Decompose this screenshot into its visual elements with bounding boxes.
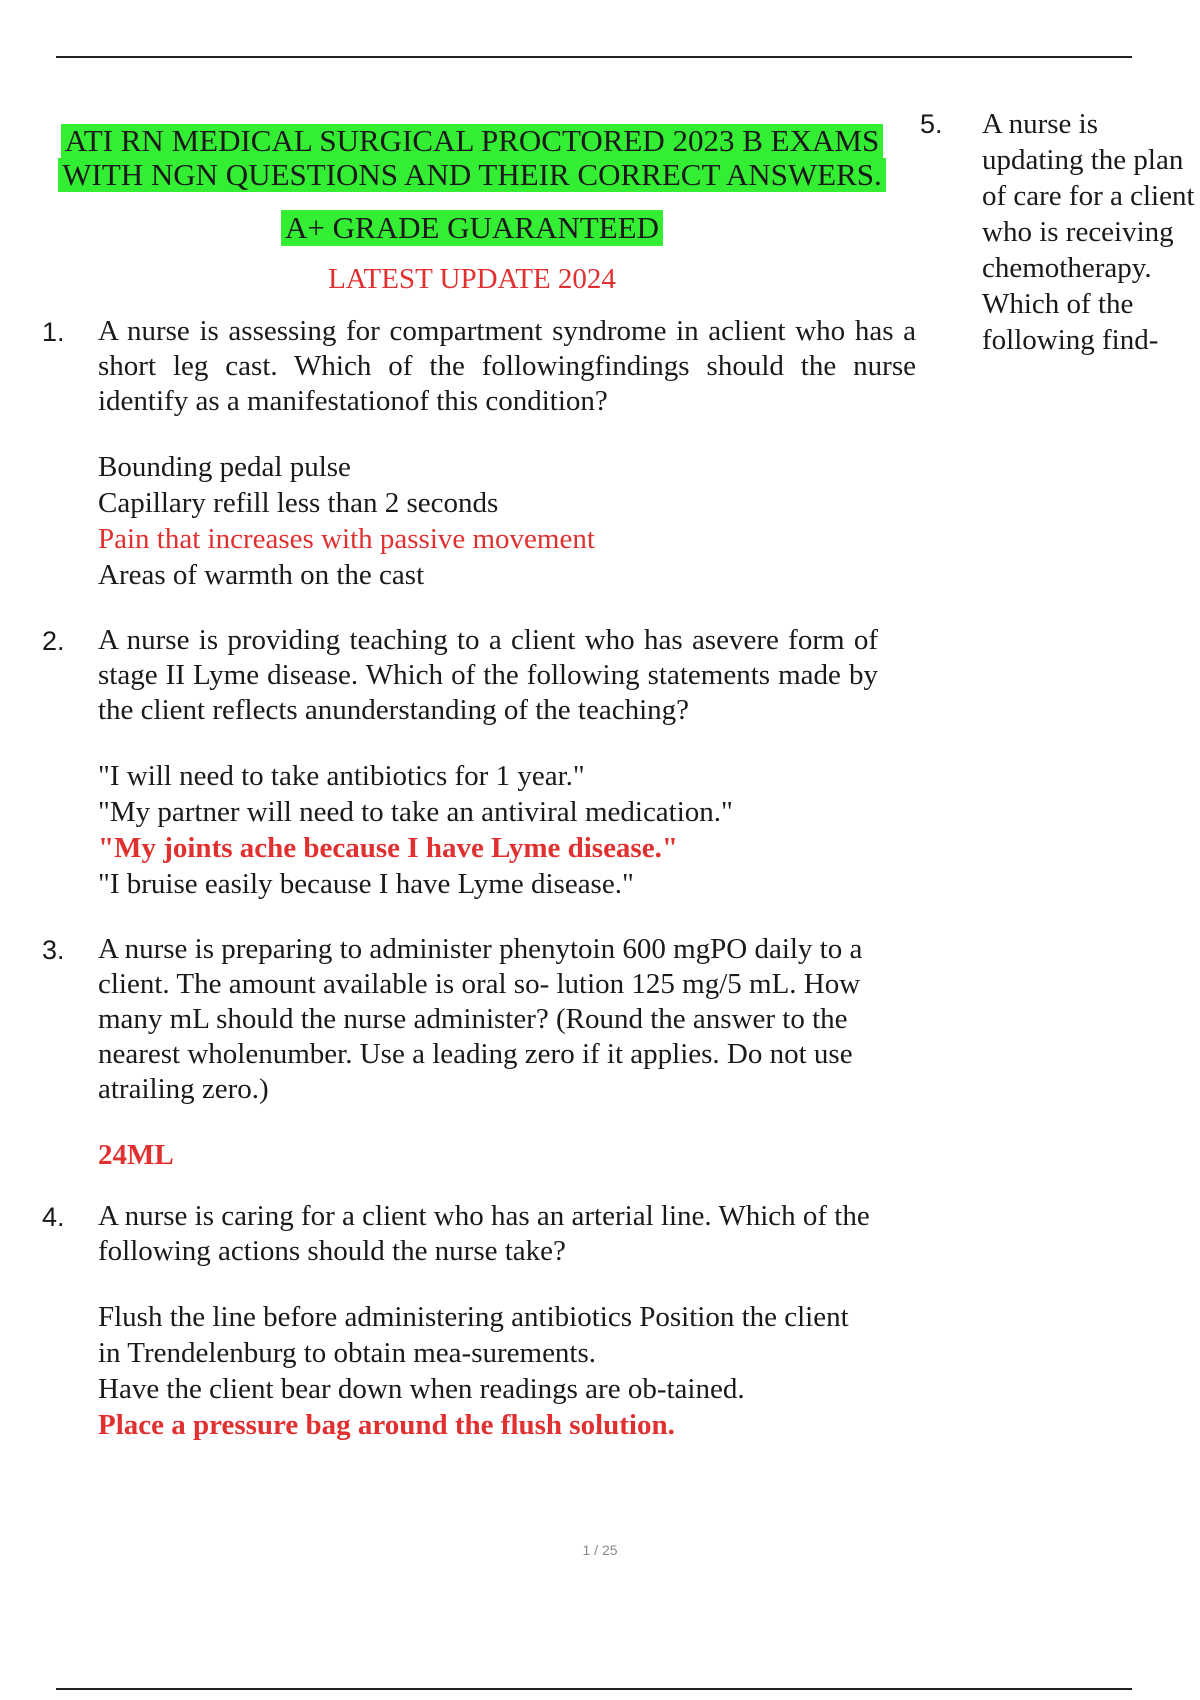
question-number: 4. — [42, 1202, 65, 1232]
question-number: 1. — [42, 317, 65, 347]
title-line-2: WITH NGN QUESTIONS AND THEIR CORRECT ANSWERS. — [58, 158, 886, 192]
question-text: A nurse is providing teaching to a client who has asevere form of stage II Lyme disease. Which of the following statements made by the client reflects anunderstanding of the teaching? — [98, 624, 878, 726]
question-2 — [36, 623, 916, 902]
option: Capillary refill less than 2 seconds — [98, 487, 499, 519]
option: "My partner will need to take an antiviral medication." — [98, 796, 733, 828]
answer-options — [98, 1299, 916, 1443]
option: Areas of warmth on the cast — [98, 559, 425, 591]
question-text: A nurse is assessing for compartment syndrome in aclient who has a short leg cast. Which of the followingfindings should the nurse identify as a manifestationof this condition? — [98, 315, 916, 417]
correct-option: "My joints ache because I have Lyme disease." — [98, 832, 678, 864]
grade-banner: A+ GRADE GUARANTEED — [281, 210, 663, 246]
question-3 — [36, 932, 916, 1173]
correct-option: Pain that increases with passive movement — [98, 523, 595, 555]
option: Bounding pedal pulse — [98, 451, 351, 483]
answer-options — [98, 449, 916, 593]
top-rule — [56, 56, 1132, 58]
bottom-rule — [56, 1688, 1132, 1690]
question-4 — [36, 1199, 916, 1443]
question-text: A nurse is preparing to administer phenytoin 600 mgPO daily to a client. The amount available is oral so- lution 125 mg/5 mL. How many mL should the nurse administer? (Round the answer to the nearest wholenumber. Use a leading zero if it applies. Do not use atrailing zero.) — [98, 933, 863, 1105]
page-number: 1 / 25 — [582, 1542, 618, 1558]
option: "I bruise easily because I have Lyme disease." — [98, 868, 634, 900]
right-column — [920, 106, 1200, 358]
title-line-1: ATI RN MEDICAL SURGICAL PROCTORED 2023 B EXAMS — [61, 124, 883, 158]
question-number: 3. — [42, 935, 65, 965]
question-text: A nurse is caring for a client who has an arterial line. Which of the following actions should the nurse take? — [98, 1200, 870, 1267]
option: "I will need to take antibiotics for 1 year." — [98, 760, 585, 792]
left-column — [36, 124, 916, 1443]
option: Have the client bear down when readings are ob-tained. — [98, 1373, 745, 1405]
option: Flush the line before administering antibiotics Position the client in Trendelenburg to obtain mea-surements. — [98, 1301, 849, 1369]
answer-options — [98, 758, 916, 902]
correct-option: Place a pressure bag around the flush solution. — [98, 1409, 675, 1441]
question-1 — [36, 314, 916, 593]
question-5 — [920, 106, 1200, 358]
question-number: 2. — [42, 626, 65, 656]
numeric-answer: 24ML — [98, 1139, 174, 1171]
update-label: LATEST UPDATE 2024 — [328, 263, 616, 295]
document-header — [42, 124, 902, 296]
question-text: A nurse is updating the plan of care for a client who is receiving chemotherapy. Which of the following find- — [982, 108, 1195, 356]
question-number: 5. — [920, 109, 943, 139]
